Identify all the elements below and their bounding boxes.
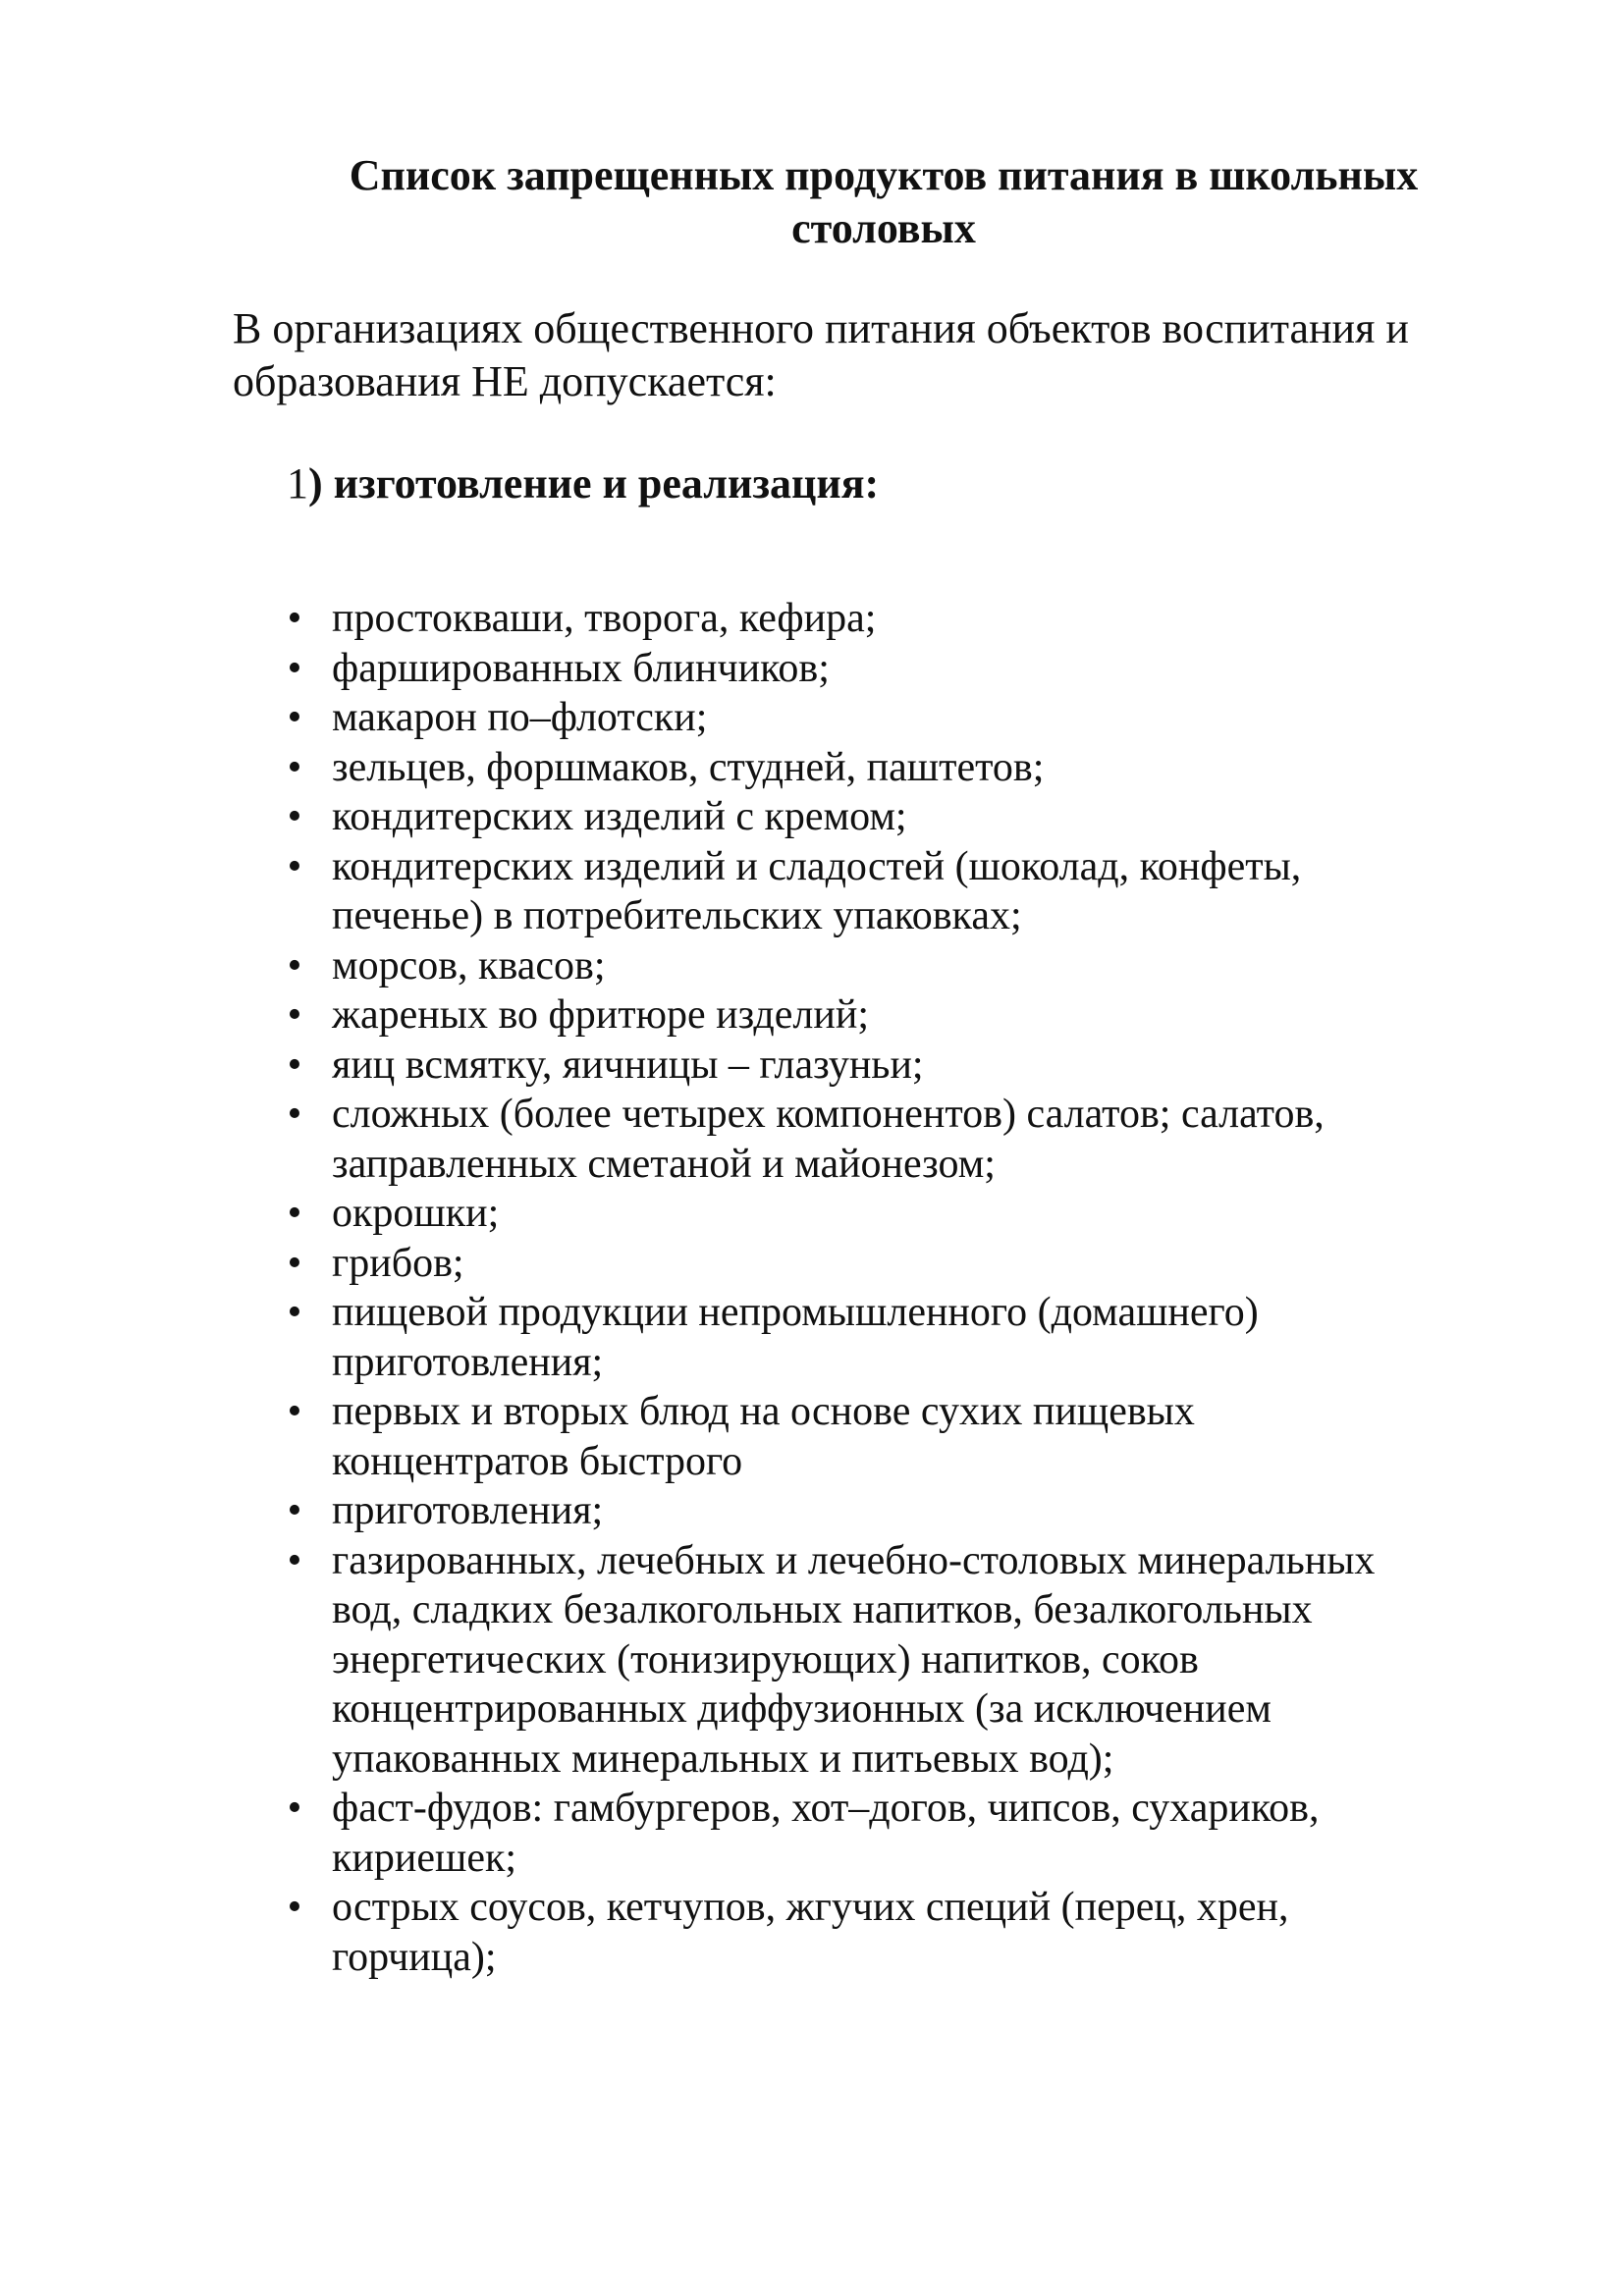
list-item	[285, 1784, 1512, 1883]
list-item-text: острых соусов, кетчупов, жгучих специй (перец, хрен,	[332, 1885, 1289, 1930]
list-item	[285, 1387, 1512, 1486]
bullet-icon: •	[287, 1488, 302, 1533]
list-item-text: приготовления;	[332, 1488, 604, 1533]
bullet-icon: •	[287, 596, 302, 641]
list-item	[285, 842, 1512, 941]
intro-line: В организациях общественного питания объектов воспитания и	[233, 304, 1409, 352]
list-item-text: кириешек;	[332, 1835, 517, 1881]
list-item-text: сложных (более четырех компонентов) салатов; салатов,	[332, 1092, 1325, 1137]
list-item-text: горчица);	[332, 1934, 497, 1980]
list-item-text: заправленных сметаной и майонезом;	[332, 1141, 996, 1187]
list-item	[285, 693, 1512, 743]
list-item-text: энергетических (тонизирующих) напитков, соков	[332, 1636, 1199, 1682]
list-item-text: фаршированных блинчиков;	[332, 645, 830, 691]
bullet-icon: •	[287, 1786, 302, 1831]
list-item-text: пищевой продукции непромышленного (домашнего)	[332, 1290, 1259, 1335]
list-item-text: морсов, квасов;	[332, 942, 606, 988]
bullet-icon: •	[287, 942, 302, 988]
section-number: 1	[287, 459, 308, 507]
list-item-text: вод, сладких безалкогольных напитков, безалкогольных	[332, 1587, 1313, 1632]
bullet-icon: •	[287, 744, 302, 790]
list-item-text: упакованных минеральных и питьевых вод);	[332, 1735, 1114, 1782]
list-item	[285, 594, 1512, 644]
section-heading	[287, 457, 879, 510]
intro-line: образования НЕ допускается:	[233, 357, 777, 405]
bullet-icon: •	[287, 992, 302, 1038]
list-item	[285, 1288, 1512, 1387]
list-item-text: яиц всмятку, яичницы – глазуньи;	[332, 1041, 924, 1088]
bullet-icon: •	[287, 1041, 302, 1088]
list-item-text: кондитерских изделий и сладостей (шоколад, конфеты,	[332, 843, 1302, 889]
section-number-paren: )	[308, 459, 323, 507]
list-item-text: макарон по–флотски;	[332, 695, 708, 740]
list-item-text: простокваши, творога, кефира;	[332, 596, 877, 641]
list-item	[285, 1536, 1512, 1785]
list-item-text: окрошки;	[332, 1191, 500, 1236]
bullet-icon: •	[287, 1389, 302, 1434]
list-item	[285, 1041, 1512, 1091]
bullet-icon: •	[287, 1240, 302, 1286]
bullet-icon: •	[287, 1092, 302, 1137]
bullet-icon: •	[287, 1191, 302, 1236]
list-item	[285, 1189, 1512, 1239]
list-item	[285, 792, 1512, 842]
list-item	[285, 1090, 1512, 1189]
list-item	[285, 644, 1512, 694]
list-item	[285, 1883, 1512, 1982]
list-item-text: кондитерских изделий с кремом;	[332, 794, 907, 839]
bullet-icon: •	[287, 1885, 302, 1930]
prohibited-items-list	[285, 594, 1512, 1982]
section-heading-text: изготовление и реализация:	[322, 459, 880, 507]
list-item-text: зельцев, форшмаков, студней, паштетов;	[332, 744, 1045, 790]
title-line: столовых	[791, 204, 976, 252]
list-item-text: приготовления;	[332, 1339, 604, 1385]
list-item-text: грибов;	[332, 1240, 464, 1286]
list-item	[285, 1239, 1512, 1289]
list-item	[285, 941, 1512, 991]
list-item	[285, 1486, 1512, 1536]
bullet-icon: •	[287, 794, 302, 839]
list-item-text: фаст-фудов: гамбургеров, хот–догов, чипсов, сухариков,	[332, 1786, 1320, 1831]
bullet-icon: •	[287, 1537, 302, 1583]
bullet-icon: •	[287, 695, 302, 740]
bullet-icon: •	[287, 1290, 302, 1335]
document-title	[236, 149, 1532, 255]
list-item-text: жареных во фритюре изделий;	[332, 992, 870, 1038]
title-line: Список запрещенных продуктов питания в школьных	[349, 151, 1419, 199]
list-item	[285, 743, 1512, 793]
list-item-text: первых и вторых блюд на основе сухих пищевых	[332, 1389, 1195, 1434]
list-item-text: концентратов быстрого	[332, 1438, 743, 1484]
bullet-icon: •	[287, 645, 302, 691]
list-item-text: печенье) в потребительских упаковках;	[332, 893, 1022, 938]
list-item-text: концентрированных диффузионных (за исключением	[332, 1686, 1271, 1732]
list-item	[285, 990, 1512, 1041]
list-item-text: газированных, лечебных и лечебно-столовых минеральных	[332, 1537, 1376, 1583]
bullet-icon: •	[287, 843, 302, 889]
intro-paragraph	[233, 302, 1509, 408]
